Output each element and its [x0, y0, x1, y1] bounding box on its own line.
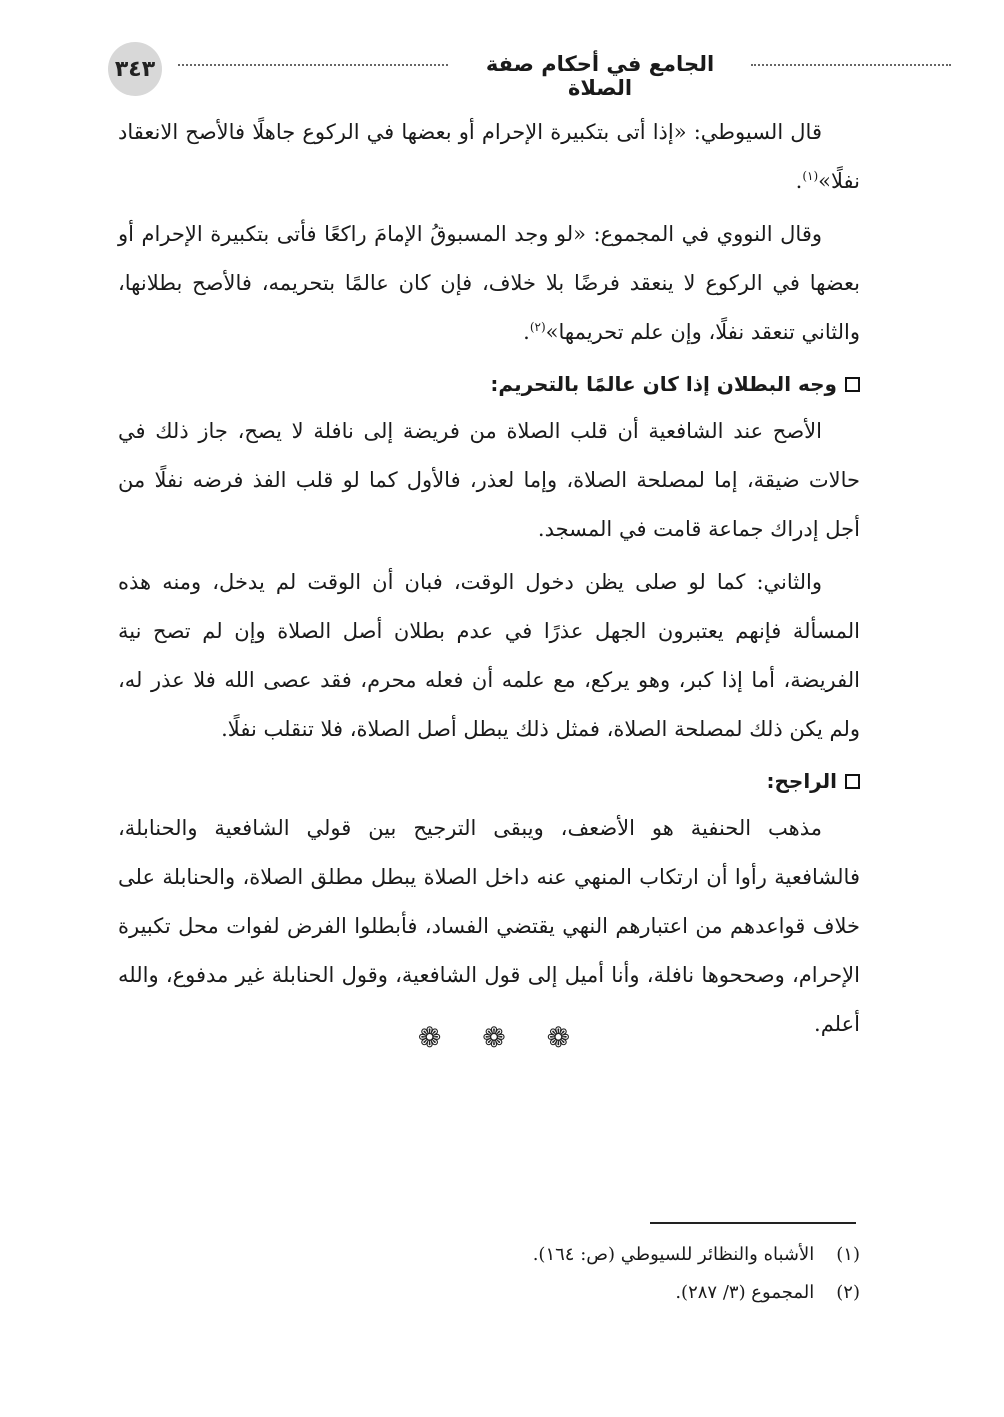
footnotes: [300, 1236, 860, 1312]
square-bullet-icon: [845, 774, 860, 789]
running-title: الجامع في أحكام صفة الصلاة: [485, 52, 715, 100]
heading-text: وجه البطلان إذا كان عالمًا بالتحريم:: [490, 372, 837, 396]
footnote-number: (١): [836, 1244, 860, 1265]
paragraph-end: .: [795, 169, 803, 193]
footnote-divider: [650, 1222, 856, 1224]
paragraph-suyuti-quote: [118, 108, 860, 206]
section-heading-invalidity: [118, 361, 860, 407]
paragraph-end: .: [523, 320, 530, 344]
paragraph-nawawi-quote: [118, 210, 860, 357]
paragraph-text: وقال النووي في المجموع: «لو وجد المسبوقُ الإمامَ راكعًا فأتى بتكبيرة الإحرام أو بعضها في الركوع لا ينعقد فرضًا بلا خلاف، فإن كان عالمًا بتحريمه، فالأصح بطلانها، والثاني تنعقد نفلًا، وإن علم تحريمها»: [118, 222, 860, 344]
paragraph-conclusion: مذهب الحنفية هو الأضعف، ويبقى الترجيح بين قولي الشافعية والحنابلة، فالشافعية رأوا أن ارتكاب المنهي عنه داخل الصلاة يبطل مطلق الصلاة، والحنابلة على خلاف قواعدهم من اعتبارهم النهي يقتضي الفساد، فأبطلوا الفرض لفوات محل تكبيرة الإحرام، وصححوها نافلة، وأنا أميل إلى قول الشافعية، وقول الحنابلة غير مدفوع، والله أعلم.: [118, 816, 860, 1036]
heading-text: الراجح:: [766, 769, 837, 793]
paragraph-shafii-view: الأصح عند الشافعية أن قلب الصلاة من فريضة إلى نافلة لا يصح، جاز ذلك في حالات ضيقة، إما لمصلحة الصلاة، وإما لعذر، فالأول كما لو قلب الفذ فرضه نفلًا من أجل إدراك جماعة قامت في المسجد.: [118, 419, 860, 541]
section-heading-preponderant: [118, 758, 860, 804]
footnote-ref-2: (٢): [529, 320, 546, 334]
main-text: [118, 108, 860, 1053]
header-dotted-leader-right: [751, 64, 951, 66]
square-bullet-icon: [845, 377, 860, 392]
footnote-text: المجموع (٣/ ٢٨٧).: [675, 1282, 815, 1303]
footnote-1: [300, 1236, 860, 1274]
page-header: [108, 42, 864, 98]
footnote-number: (٢): [836, 1282, 860, 1303]
footnote-2: [300, 1274, 860, 1312]
paragraph-text: قال السيوطي: «إذا أتى بتكبيرة الإحرام أو بعضها في الركوع جاهلًا فالأصح الانعقاد نفلًا»: [118, 120, 860, 193]
paragraph-second-case: والثاني: كما لو صلى يظن دخول الوقت، فبان أن الوقت لم يدخل، ومنه هذه المسألة فإنهم يعتبرون الجهل عذرًا في عدم بطلان أصل الصلاة وإن لم تصح نية الفريضة، أما إذا كبر، وهو يركع، مع علمه أن فعله محرم، فقد عصى الله فلا عذر له، ولم يكن ذلك لمصلحة الصلاة، فمثل ذلك يبطل أصل الصلاة، فلا تنقلب نفلًا.: [118, 570, 860, 741]
page-number: ٣٤٣: [108, 42, 162, 96]
footnote-ref-1: (١): [802, 169, 819, 183]
section-separator-ornament: ❁ ❁ ❁: [417, 1021, 587, 1054]
header-dotted-leader-left: [178, 64, 448, 66]
footnote-text: الأشباه والنظائر للسيوطي (ص: ١٦٤).: [532, 1244, 815, 1265]
